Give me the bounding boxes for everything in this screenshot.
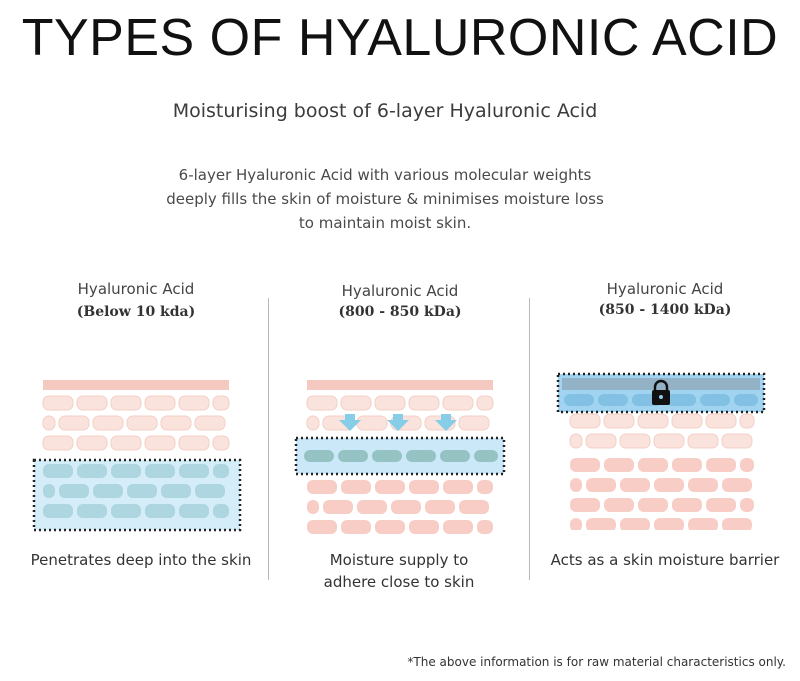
skin-cell	[307, 500, 319, 514]
skin-cell	[43, 416, 55, 430]
description	[0, 163, 770, 235]
skin-cell	[372, 450, 402, 462]
skin-cell	[688, 434, 718, 448]
caption-line: adhere close to skin	[323, 573, 475, 591]
skin-cell	[570, 458, 600, 472]
skin-cell	[477, 520, 493, 534]
skin-cell	[304, 450, 334, 462]
skin-cell	[740, 414, 754, 428]
skin-cell	[179, 396, 209, 410]
skin-cell	[570, 518, 582, 530]
skin-cell	[391, 500, 421, 514]
skin-cell	[341, 480, 371, 494]
skin-cell	[307, 396, 337, 410]
skin-cell	[570, 478, 582, 492]
skin-cell	[570, 434, 582, 448]
skin-cell	[654, 518, 684, 530]
skin-cell	[338, 450, 368, 462]
column-2-range: (800 - 850 kDa)	[338, 304, 462, 320]
skin-diagram-barrier	[552, 370, 772, 530]
skin-cell	[722, 518, 752, 530]
skin-cell	[307, 480, 337, 494]
skin-cell	[341, 520, 371, 534]
skin-cell	[357, 416, 387, 430]
skin-cell	[586, 518, 616, 530]
skin-cell	[734, 394, 758, 406]
skin-cell	[213, 436, 229, 450]
skin-cell	[620, 434, 650, 448]
skin-cell	[307, 416, 319, 430]
skin-cell	[459, 500, 489, 514]
skin-cell	[654, 478, 684, 492]
skin-cell	[620, 478, 650, 492]
skin-cell	[700, 394, 730, 406]
skin-diagram-deep	[28, 376, 248, 536]
column-1-label: Hyaluronic Acid	[77, 280, 195, 298]
skin-cell	[443, 520, 473, 534]
skin-cell	[474, 450, 498, 462]
skin-cell	[179, 436, 209, 450]
skin-cell	[213, 396, 229, 410]
skin-cell	[604, 498, 634, 512]
skin-cell	[477, 480, 493, 494]
skin-cell	[740, 498, 754, 512]
column-3-caption	[530, 549, 800, 571]
description-line: 6-layer Hyaluronic Acid with various molecular weights	[178, 166, 592, 184]
skin-cell	[307, 520, 337, 534]
skin-cell	[111, 436, 141, 450]
skin-surface-layer	[43, 380, 229, 390]
description-line: deeply fills the skin of moisture & minimises moisture loss	[166, 190, 604, 208]
skin-cell	[654, 434, 684, 448]
skin-cell	[672, 498, 702, 512]
skin-cell	[638, 498, 668, 512]
skin-cell	[341, 396, 371, 410]
skin-cell	[409, 480, 439, 494]
page-title: TYPES OF HYALURONIC ACID	[21, 9, 779, 67]
skin-cell	[409, 396, 439, 410]
skin-cell	[638, 414, 668, 428]
column-2-caption	[268, 549, 530, 593]
skin-cell	[59, 416, 89, 430]
skin-cell	[443, 396, 473, 410]
column-divider	[529, 298, 530, 580]
skin-cell	[706, 458, 736, 472]
skin-cell	[672, 458, 702, 472]
skin-cell	[43, 436, 73, 450]
skin-cell	[409, 520, 439, 534]
skin-cell	[604, 414, 634, 428]
skin-cell	[145, 436, 175, 450]
skin-cell	[195, 416, 225, 430]
description-line: to maintain moist skin.	[298, 214, 472, 232]
caption-line: Acts as a skin moisture barrier	[550, 551, 780, 569]
skin-diagram-surface	[290, 376, 510, 536]
skin-cell	[564, 394, 594, 406]
skin-cell	[604, 458, 634, 472]
caption-line: Penetrates deep into the skin	[30, 551, 252, 569]
skin-cell	[77, 436, 107, 450]
skin-cell	[406, 450, 436, 462]
skin-cell	[425, 500, 455, 514]
skin-cell	[722, 478, 752, 492]
skin-cell	[586, 434, 616, 448]
skin-cell	[323, 500, 353, 514]
skin-cell	[127, 416, 157, 430]
column-divider	[268, 298, 269, 580]
skin-cell	[357, 500, 387, 514]
skin-cell	[638, 458, 668, 472]
upper-skin-cells	[570, 414, 754, 448]
skin-surface-layer	[307, 380, 493, 390]
skin-cell	[706, 414, 736, 428]
column-3-label: Hyaluronic Acid	[606, 280, 724, 298]
skin-cell	[586, 478, 616, 492]
moisture-zone	[34, 460, 240, 530]
skin-cell	[161, 416, 191, 430]
lower-skin-cells	[307, 480, 493, 534]
subtitle: Moisturising boost of 6-layer Hyaluronic Acid	[172, 100, 598, 122]
skin-cell	[440, 450, 470, 462]
skin-cell	[443, 480, 473, 494]
skin-cell	[477, 396, 493, 410]
skin-cell	[666, 394, 696, 406]
skin-cell	[77, 396, 107, 410]
skin-cell	[598, 394, 628, 406]
column-1-caption	[0, 549, 282, 571]
skin-cell	[740, 458, 754, 472]
skin-cell	[375, 396, 405, 410]
lower-skin-cells	[570, 458, 754, 530]
footnote: *The above information is for raw material characteristics only.	[407, 655, 786, 669]
skin-cell	[722, 434, 752, 448]
column-2-label: Hyaluronic Acid	[341, 282, 459, 300]
caption-line: Moisture supply to	[329, 551, 469, 569]
skin-cell	[570, 414, 600, 428]
skin-cell	[93, 416, 123, 430]
column-3-range: (850 - 1400 kDa)	[598, 302, 732, 318]
column-1-range: (Below 10 kda)	[76, 304, 196, 320]
skin-cell	[375, 520, 405, 534]
skin-cell	[706, 498, 736, 512]
skin-cell	[688, 518, 718, 530]
upper-skin-cells	[43, 396, 229, 450]
skin-cell	[145, 396, 175, 410]
skin-cell	[570, 498, 600, 512]
skin-cell	[111, 396, 141, 410]
skin-cell	[672, 414, 702, 428]
barrier-band-top	[562, 378, 760, 390]
skin-cell	[459, 416, 489, 430]
skin-cell	[43, 396, 73, 410]
skin-cell	[375, 480, 405, 494]
skin-cell	[688, 478, 718, 492]
skin-cell	[620, 518, 650, 530]
